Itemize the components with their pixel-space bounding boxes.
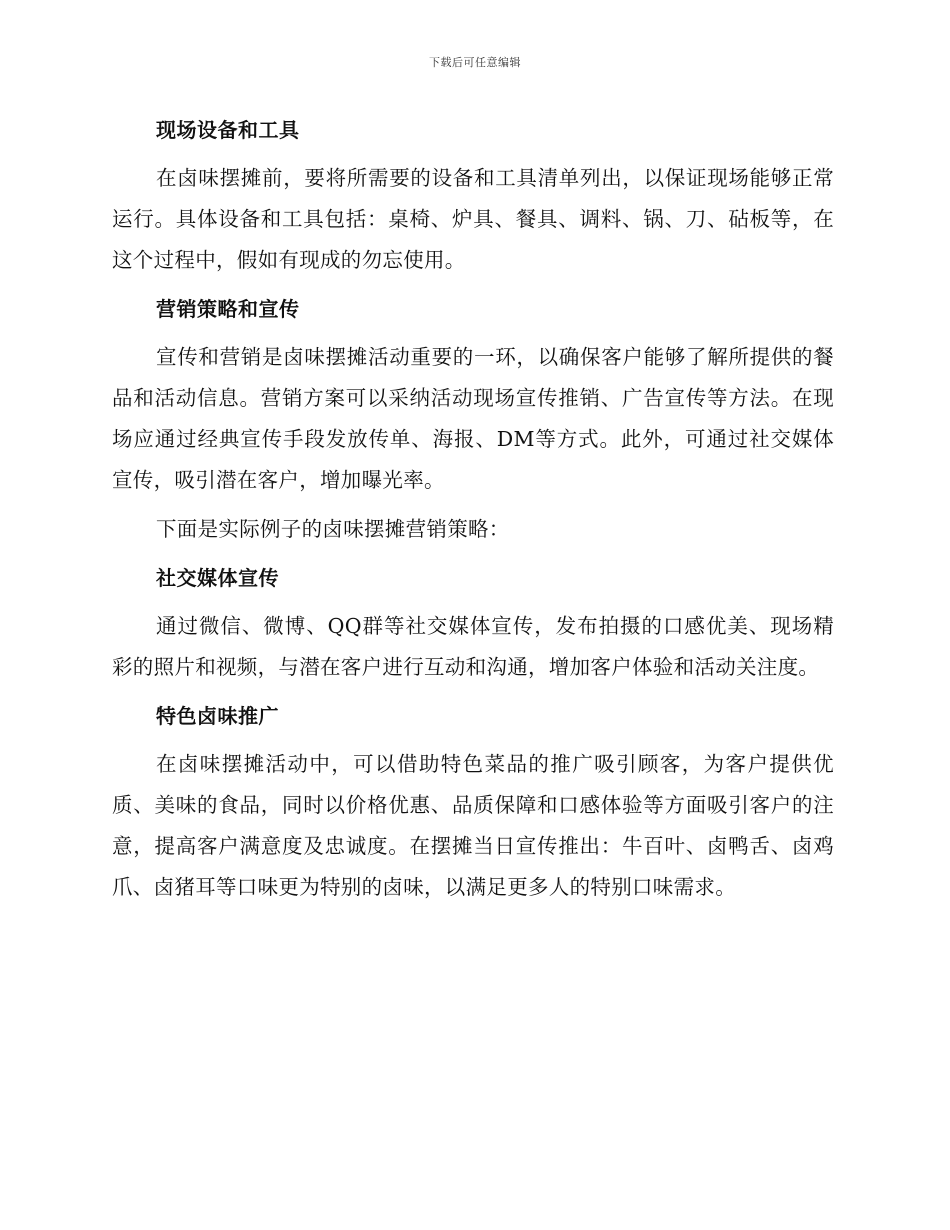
section-heading-equipment: 现场设备和工具 (156, 118, 300, 142)
document-body (112, 104, 834, 916)
paragraph-marketing: 宣传和营销是卤味摆摊活动重要的一环，以确保客户能够了解所提供的餐品和活动信息。营销方案可以采纳活动现场宣传推销、广告宣传等方法。在现场应通过经典宣传手段发放传单、海报、DM等方式。此外，可通过社交媒体宣传，吸引潜在客户，增加曝光率。 (112, 345, 834, 492)
page-header: 下载后可任意编辑 (429, 56, 521, 69)
paragraph-specialty: 在卤味摆摊活动中，可以借助特色菜品的推广吸引顾客，为客户提供优质、美味的食品，同时以价格优惠、品质保障和口感体验等方面吸引客户的注意，提高客户满意度及忠诚度。在摆摊当日宣传推出：牛百叶、卤鸭舌、卤鸡爪、卤猪耳等口味更为特别的卤味，以满足更多人的特别口味需求。 (112, 752, 834, 899)
paragraph-equipment: 在卤味摆摊前，要将所需要的设备和工具清单列出，以保证现场能够正常运行。具体设备和工具包括：桌椅、炉具、餐具、调料、锅、刀、砧板等，在这个过程中，假如有现成的勿忘使用。 (112, 166, 834, 272)
paragraph-marketing-example: 下面是实际例子的卤味摆摊营销策略： (156, 517, 510, 541)
section-heading-marketing: 营销策略和宣传 (156, 297, 300, 321)
section-heading-specialty: 特色卤味推广 (156, 704, 279, 728)
section-heading-social-media: 社交媒体宣传 (156, 566, 279, 590)
paragraph-social-media: 通过微信、微博、QQ群等社交媒体宣传，发布拍摄的口感优美、现场精彩的照片和视频，与潜在客户进行互动和沟通，增加客户体验和活动关注度。 (112, 614, 834, 679)
